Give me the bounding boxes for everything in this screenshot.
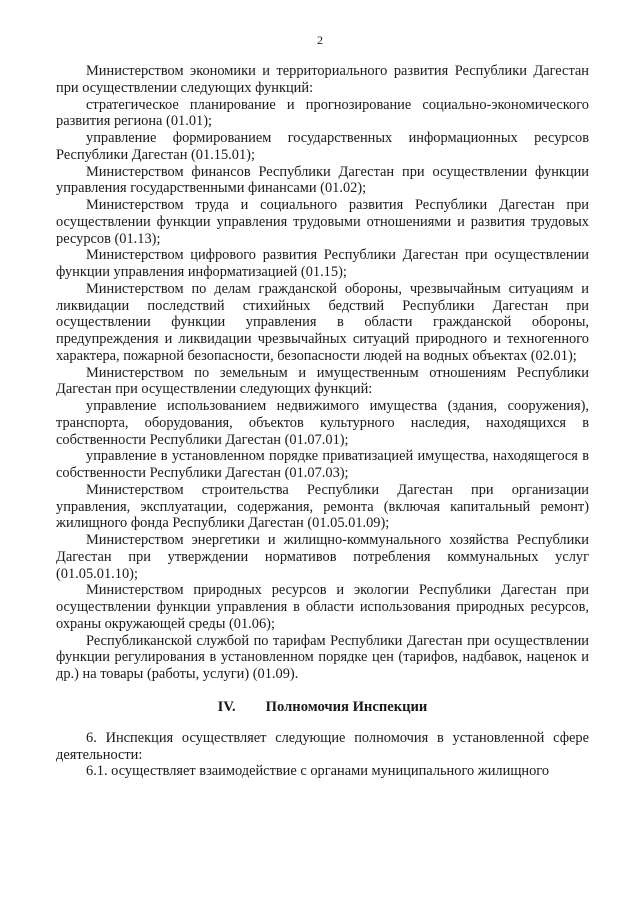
paragraph: Министерством труда и социального развития Республики Дагестан при осуществлении функции управления трудовыми отношениями и развития трудовых ресурсов (01.13); [56,197,589,247]
section-title: Полномочия Инспекции [265,698,428,715]
paragraph: Министерством экономики и территориального развития Республики Дагестан при осуществлении следующих функций: [56,63,589,96]
paragraph: Министерством строительства Республики Дагестан при организации управления, эксплуатации, содержания, ремонта (включая капитальный ремонт) жилищного фонда Республики Дагестан (01.05.01.09); [56,481,589,532]
section-number: IV. [217,698,236,715]
paragraph: Республиканской службой по тарифам Республики Дагестан при осуществлении функции регулирования в установленном порядке цен (тарифов, надбавок, наценок и др.) на товары (работы, услуги) (01.09). [56,632,589,682]
section-heading [56,683,589,730]
paragraph: Министерством цифрового развития Республики Дагестан при осуществлении функции управления информатизацией (01.15); [56,247,589,280]
paragraph: Министерством энергетики и жилищно-коммунального хозяйства Республики Дагестан при утверждении нормативов потребления коммунальных услуг (01.05.01.10); [56,532,589,582]
page-number: 2 [317,33,323,47]
paragraph: Министерством природных ресурсов и экологии Республики Дагестан при осуществлении функции управления в области использования природных ресурсов, охраны окружающей среды (01.06); [56,582,589,632]
paragraph: Министерством финансов Республики Дагестан при осуществлении функции управления государственными финансами (01.02); [56,163,589,197]
paragraph: стратегическое планирование и прогнозирование социально-экономического развития региона (01.01); [56,96,589,130]
paragraph: 6.1. осуществляет взаимодействие с органами муниципального жилищного [86,763,550,780]
paragraph: 6. Инспекция осуществляет следующие полномочия в установленной сфере деятельности: [56,729,589,763]
paragraph: Министерством по делам гражданской обороны, чрезвычайным ситуациям и ликвидации последствий стихийных бедствий Республики Дагестан при осуществлении функции управления в области гражданской обороны, предупреждения и ликвидации чрезвычайных ситуаций природного и техногенного характера, пожарной безопасности, безопасности людей на водных объектах (02.01); [56,280,589,364]
paragraph: Министерством по земельным и имущественным отношениям Республики Дагестан при осуществлении следующих функций: [56,364,589,398]
paragraph: управление формированием государственных информационных ресурсов Республики Дагестан (01.15.01); [56,130,589,163]
paragraph: управление использованием недвижимого имущества (здания, сооружения), транспорта, оборудования, объектов культурного наследия, находящихся в собственности Республики Дагестан (01.07.01); [56,398,589,448]
paragraph: управление в установленном порядке приватизацией имущества, находящегося в собственности Республики Дагестан (01.07.03); [56,448,589,481]
document-body [56,63,589,780]
